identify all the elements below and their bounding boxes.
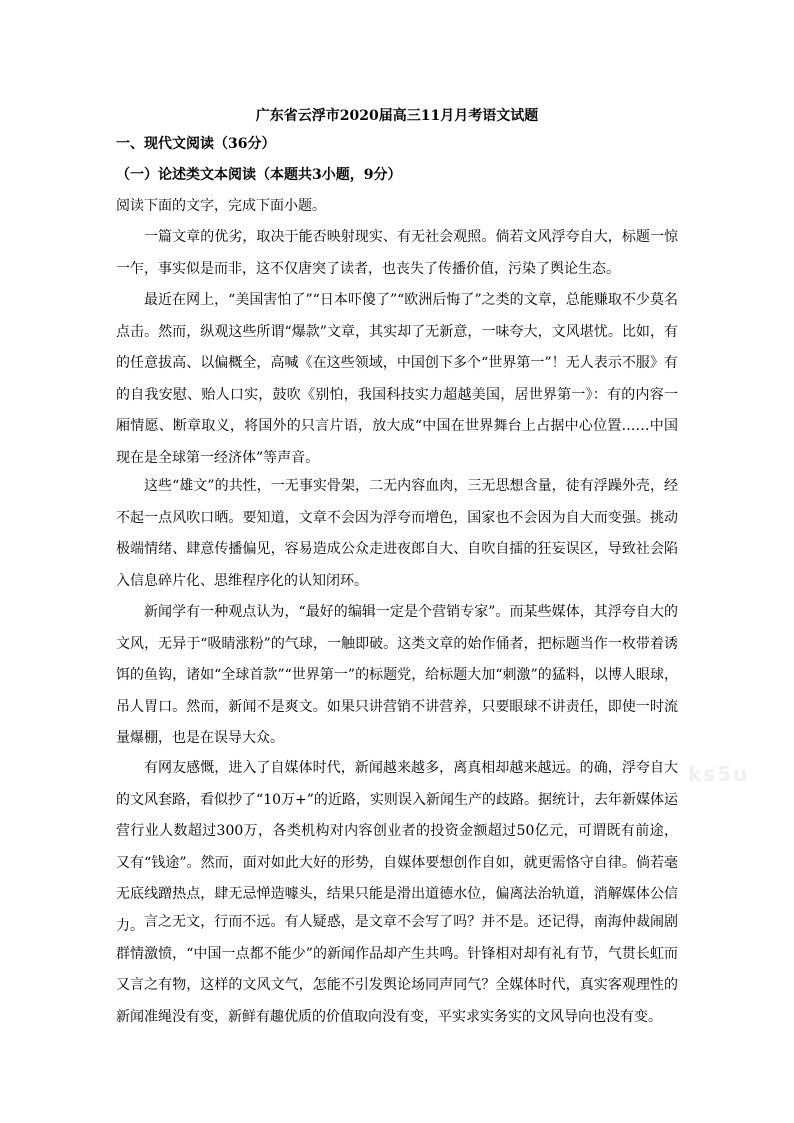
paragraph-3: 这些“雄文”的共性，一无事实骨架，二无内容血肉，三无思想含量，徒有浮躁外壳，经不起一点风吹口晒。要知道，文章不会因为浮夸而增色，国家也不会因为自大而变强。挑动极端情绪、肆意传播偏见，容易造成公众走进夜郎自大、自吹自擂的狂妄误区，导致社会陷入信息碎片化、思维程序化的认知闭环。 xyxy=(116,478,678,589)
subsection-heading: （一）论述类文本阅读（本题共3小题，9分） xyxy=(116,167,402,183)
document-title: 广东省云浮市2020届高三11月月考语文试题 xyxy=(255,108,539,124)
paragraph-1: 一篇文章的优劣，取决于能否映射现实、有无社会观照。倘若文风浮夸自大，标题一惊一乍，事实似是而非，这不仅唐突了读者，也丧失了传播价值，污染了舆论生态。 xyxy=(116,229,678,277)
reading-instruction: 阅读下面的文字，完成下面小题。 xyxy=(116,198,326,214)
paragraph-2: 最近在网上，“美国害怕了”“日本吓傻了”“欧洲后悔了”之类的文章，总能赚取不少莫名点击。然而，纵观这些所谓“爆款”文章，其实却了无新意，一味夸大，文风堪忧。比如，有的任意拔高、以偏概全，高喊《在这些领域，中国创下多个“世界第一”！无人表示不服》有的自我安慰、贻人口实，鼓吹《别怕，我国科技实力超越美国，居世界第一》：有的内容一厢情愿、断章取义，将国外的只言片语，放大成“中国在世界舞台上占据中心位置……中国现在是全球第一经济体”等声音。 xyxy=(116,292,678,466)
paragraph-4: 新闻学有一种观点认为，“最好的编辑一定是个营销专家”。而某些媒体，其浮夸自大的文风，无异于“吸睛涨粉”的气球，一触即破。这类文章的始作俑者，把标题当作一枚带着诱饵的鱼钩，诸如“全球首款”“世界第一”的标题党，给标题大加“刺激”的猛料，以博人眼球，吊人胃口。然而，新闻不是爽文。如果只讲营销不讲营养，只要眼球不讲责任，即使一时流量爆棚，也是在误导大众。 xyxy=(116,604,678,747)
section-heading: 一、现代文阅读（36分） xyxy=(116,136,276,152)
watermark: ks5u xyxy=(688,762,750,786)
paragraph-6: 言之无文，行而不远。有人疑惑，是文章不会写了吗？并不是。还记得，南海仲裁闹剧群情激愤，“中国一点都不能少”的新闻作品却产生共鸣。针锋相对却有礼有节，气贯长虹而又言之有物，这样的文风文气，怎能不引发舆论场同声同气？全媒体时代，真实客观理性的新闻准绳没有变，新鲜有趣优质的价值取向没有变，平实求实务实的文风导向也没有变。 xyxy=(116,914,678,1025)
paragraph-5: 有网友感慨，进入了自媒体时代，新闻越来越多，离真相却越来越远。的确，浮夸自大的文风套路，看似抄了“10万+”的近路，实则误入新闻生产的歧路。据统计，去年新媒体运营行业人数超过300万，各类机构对内容创业者的投资金额超过50亿元，可谓既有前途，又有“钱途”。然而，面对如此大好的形势，自媒体要想创作自如，就更需恪守自律。倘若毫无底线蹭热点，肆无忌惮造噱头，结果只能是滑出道德水位，偏离法治轨道，消解媒体公信力。 xyxy=(116,760,678,934)
